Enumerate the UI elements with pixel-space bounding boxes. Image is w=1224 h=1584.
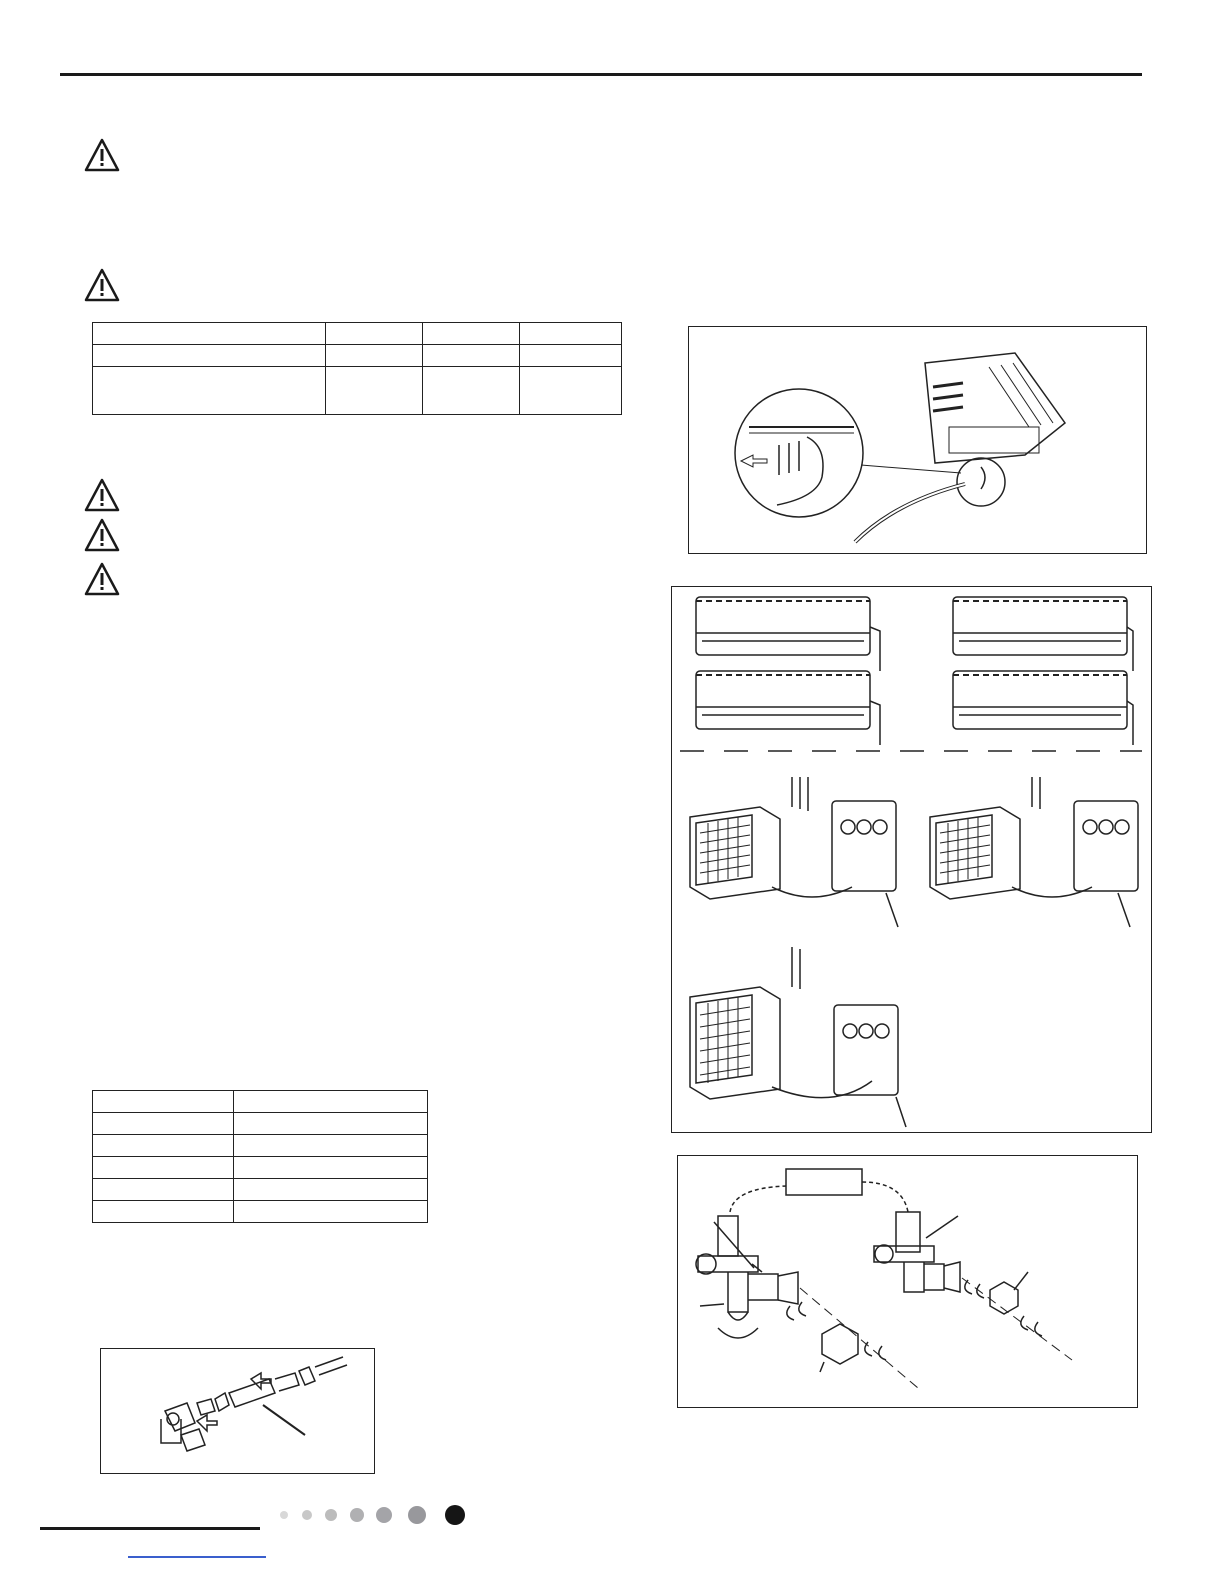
pager-dot	[408, 1506, 426, 1524]
valve-service-figure	[677, 1155, 1138, 1408]
table-row	[93, 1201, 428, 1223]
valve-fitting-figure	[100, 1348, 375, 1474]
table-row	[93, 1179, 428, 1201]
warning-triangle-icon	[84, 518, 120, 552]
pager-dot	[376, 1507, 392, 1523]
service-valve-illustration-icon	[678, 1156, 1137, 1407]
pager-dot	[350, 1508, 364, 1522]
table-row	[93, 345, 622, 367]
valve-fitting-illustration-icon	[101, 1349, 374, 1473]
footer-link-underline	[128, 1556, 266, 1558]
warning-triangle-icon	[84, 478, 120, 512]
table-row	[93, 323, 622, 345]
pager-dot	[280, 1511, 288, 1519]
table-row	[93, 1135, 428, 1157]
spec-table-b	[92, 1090, 428, 1223]
table-row	[93, 1091, 428, 1113]
pager-dot	[325, 1509, 337, 1521]
warning-triangle-icon	[84, 268, 120, 302]
spec-table-a	[92, 322, 622, 415]
footer-rule	[40, 1527, 260, 1530]
multi-unit-installation-figure	[671, 586, 1152, 1133]
table-row	[93, 1113, 428, 1135]
warning-triangle-icon	[84, 562, 120, 596]
pager-dot-current	[445, 1505, 465, 1525]
header-rule	[60, 73, 1142, 76]
table-row	[93, 367, 622, 415]
drain-hose-figure	[688, 326, 1147, 554]
warning-triangle-icon	[84, 138, 120, 172]
table-row	[93, 1157, 428, 1179]
pager-dot	[302, 1510, 312, 1520]
drain-connection-illustration-icon	[689, 327, 1146, 553]
indoor-outdoor-units-illustration-icon	[672, 587, 1151, 1132]
